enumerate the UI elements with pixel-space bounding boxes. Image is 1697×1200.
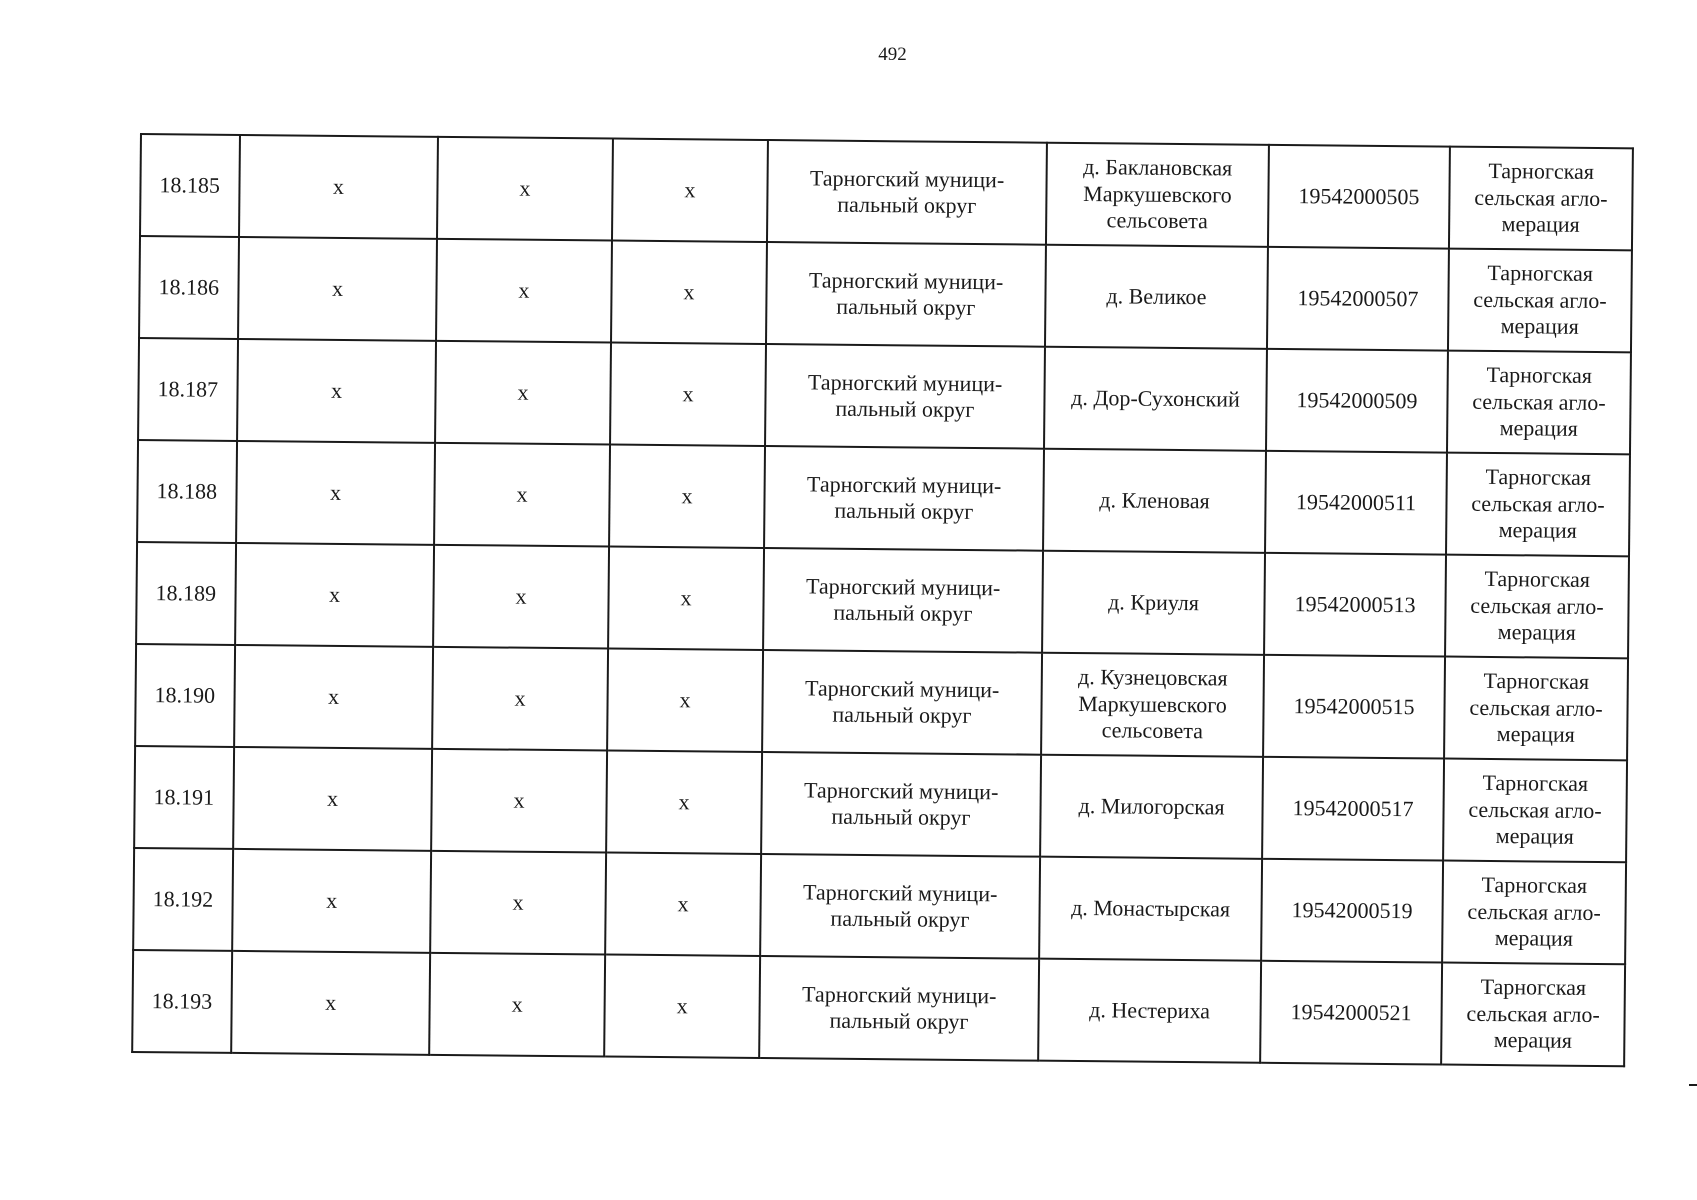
x-mark-cell: х: [432, 647, 608, 751]
municipal-district-cell: Тарногский муници- пальный округ: [764, 446, 1044, 551]
table-row: [136, 542, 1629, 658]
x-mark-cell: х: [238, 237, 437, 341]
agglomeration-cell: Тарногская сельская агло- мерация: [1446, 453, 1630, 557]
oktmo-code-cell: 19542000511: [1265, 451, 1447, 555]
x-mark-cell: х: [431, 749, 607, 853]
x-mark-cell: х: [606, 751, 762, 854]
x-mark-cell: х: [435, 341, 611, 445]
agglomeration-cell: Тарногская сельская агло- мерация: [1441, 963, 1625, 1067]
table-body: [132, 134, 1633, 1066]
agglomeration-cell: Тарногская сельская агло- мерация: [1445, 555, 1629, 659]
x-mark-cell: х: [608, 547, 764, 650]
municipal-district-cell: Тарногский муници- пальный округ: [759, 956, 1039, 1061]
row-number-cell: 18.185: [140, 134, 240, 237]
x-mark-cell: х: [611, 241, 767, 344]
table-row: [133, 848, 1626, 964]
municipal-district-cell: Тарногский муници- пальный округ: [760, 854, 1040, 959]
x-mark-cell: х: [232, 849, 431, 953]
row-number-cell: 18.191: [134, 746, 234, 849]
table-row: [137, 440, 1630, 556]
oktmo-code-cell: 19542000521: [1260, 961, 1442, 1065]
settlement-name-cell: д. Криуля: [1042, 551, 1265, 655]
x-mark-cell: х: [604, 955, 760, 1058]
x-mark-cell: х: [239, 135, 438, 239]
x-mark-cell: х: [434, 443, 610, 547]
x-mark-cell: х: [607, 649, 763, 752]
oktmo-code-cell: 19542000519: [1261, 859, 1443, 963]
municipal-district-cell: Тарногский муници- пальный округ: [763, 548, 1043, 653]
settlements-table: [131, 133, 1634, 1067]
municipal-district-cell: Тарногский муници- пальный округ: [767, 140, 1047, 245]
row-number-cell: 18.189: [136, 542, 236, 645]
table-row: [135, 644, 1628, 760]
agglomeration-cell: Тарногская сельская агло- мерация: [1444, 657, 1628, 761]
oktmo-code-cell: 19542000515: [1263, 655, 1445, 759]
x-mark-cell: х: [605, 853, 761, 956]
x-mark-cell: х: [436, 239, 612, 343]
x-mark-cell: х: [429, 953, 605, 1057]
x-mark-cell: х: [430, 851, 606, 955]
settlement-name-cell: д. Монастырская: [1039, 857, 1262, 961]
settlement-name-cell: д. Кузнецовская Маркушевского сельсовета: [1041, 653, 1264, 757]
table-row: [138, 338, 1631, 454]
settlement-name-cell: д. Баклановская Маркушевского сельсовета: [1046, 143, 1269, 247]
agglomeration-cell: Тарногская сельская агло- мерация: [1443, 759, 1627, 863]
x-mark-cell: х: [612, 139, 768, 242]
settlement-name-cell: д. Великое: [1045, 245, 1268, 349]
x-mark-cell: х: [231, 951, 430, 1055]
settlement-name-cell: д. Кленовая: [1043, 449, 1266, 553]
municipal-district-cell: Тарногский муници- пальный округ: [765, 344, 1045, 449]
x-mark-cell: х: [233, 747, 432, 851]
agglomeration-cell: Тарногская сельская агло- мерация: [1447, 351, 1631, 455]
municipal-district-cell: Тарногский муници- пальный округ: [766, 242, 1046, 347]
table-row: [134, 746, 1627, 862]
row-number-cell: 18.186: [139, 236, 239, 339]
settlement-name-cell: д. Дор-Сухонский: [1044, 347, 1267, 451]
edge-dash-mark: [1689, 1084, 1697, 1086]
row-number-cell: 18.190: [135, 644, 235, 747]
x-mark-cell: х: [609, 445, 765, 548]
agglomeration-cell: Тарногская сельская агло- мерация: [1448, 249, 1632, 353]
page-number: 492: [878, 44, 907, 65]
municipal-district-cell: Тарногский муници- пальный округ: [762, 650, 1042, 755]
x-mark-cell: х: [234, 645, 433, 749]
agglomeration-cell: Тарногская сельская агло- мерация: [1442, 861, 1626, 965]
oktmo-code-cell: 19542000513: [1264, 553, 1446, 657]
settlement-name-cell: д. Нестериха: [1038, 959, 1261, 1063]
table-container: [131, 133, 1634, 1067]
table-row: [140, 134, 1633, 250]
oktmo-code-cell: 19542000507: [1267, 247, 1449, 351]
municipal-district-cell: Тарногский муници- пальный округ: [761, 752, 1041, 857]
x-mark-cell: х: [437, 137, 613, 241]
agglomeration-cell: Тарногская сельская агло- мерация: [1449, 147, 1633, 251]
row-number-cell: 18.193: [132, 950, 232, 1053]
oktmo-code-cell: 19542000517: [1262, 757, 1444, 861]
settlement-name-cell: д. Милогорская: [1040, 755, 1263, 859]
x-mark-cell: х: [235, 543, 434, 647]
x-mark-cell: х: [610, 343, 766, 446]
row-number-cell: 18.187: [138, 338, 238, 441]
row-number-cell: 18.192: [133, 848, 233, 951]
oktmo-code-cell: 19542000505: [1268, 145, 1450, 249]
x-mark-cell: х: [433, 545, 609, 649]
row-number-cell: 18.188: [137, 440, 237, 543]
oktmo-code-cell: 19542000509: [1266, 349, 1448, 453]
table-row: [132, 950, 1625, 1066]
x-mark-cell: х: [237, 339, 436, 443]
x-mark-cell: х: [236, 441, 435, 545]
table-row: [139, 236, 1632, 352]
